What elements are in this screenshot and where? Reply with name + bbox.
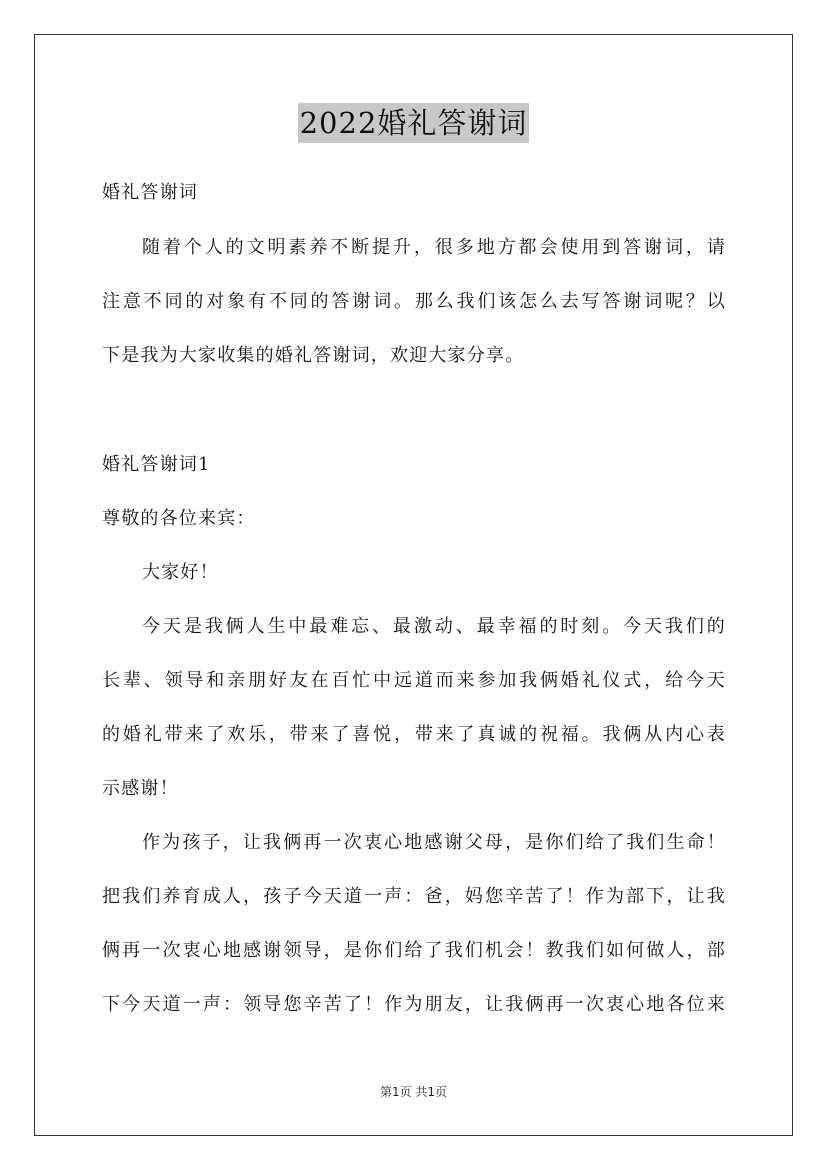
paragraph-line: 的婚礼带来了欢乐，带来了喜悦，带来了真诚的祝福。我俩从内心表 [102, 724, 726, 745]
paragraph-line: 作为孩子，让我俩再一次衷心地感谢父母，是你们给了我们生命！ [142, 832, 726, 853]
title-container [0, 103, 827, 143]
paragraph-line: 今天是我俩人生中最难忘、最激动、最幸福的时刻。今天我们的 [142, 616, 726, 637]
salutation: 尊敬的各位来宾： [102, 508, 256, 529]
document-title: 2022婚礼答谢词 [298, 103, 530, 143]
section-heading: 婚礼答谢词1 [102, 454, 211, 475]
paragraph-line: 示感谢！ [102, 778, 179, 799]
section-heading: 婚礼答谢词 [102, 182, 198, 203]
paragraph-line: 随着个人的文明素养不断提升，很多地方都会使用到答谢词，请 [142, 237, 726, 258]
greeting: 大家好！ [142, 562, 219, 583]
page-footer: 第1页 共1页 [379, 1085, 448, 1099]
paragraph-line: 长辈、领导和亲朋好友在百忙中远道而来参加我俩婚礼仪式，给今天 [102, 670, 726, 691]
paragraph-line: 把我们养育成人，孩子今天道一声：爸，妈您辛苦了！作为部下，让我 [102, 886, 726, 907]
paragraph-line: 俩再一次衷心地感谢领导，是你们给了我们机会！教我们如何做人，部 [102, 940, 726, 961]
paragraph-line: 注意不同的对象有不同的答谢词。那么我们该怎么去写答谢词呢？以 [102, 291, 726, 312]
paragraph-line: 下是我为大家收集的婚礼答谢词，欢迎大家分享。 [102, 345, 525, 366]
paragraph-line: 下今天道一声：领导您辛苦了！作为朋友，让我俩再一次衷心地各位来 [102, 994, 726, 1015]
